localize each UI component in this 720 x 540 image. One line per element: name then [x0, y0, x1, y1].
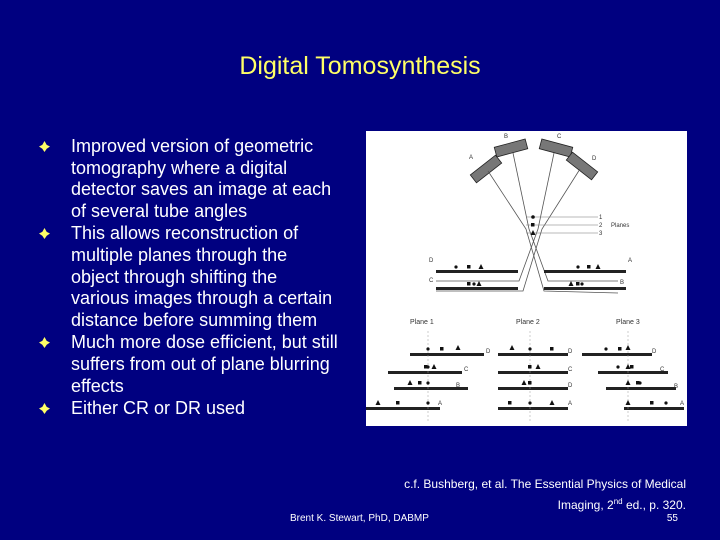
bullet-text: This allows reconstruction of multiple planes through the object through shifting the various images through a certain distance before summing them	[71, 223, 333, 330]
svg-text:D: D	[486, 349, 491, 355]
bullet-item	[38, 136, 338, 222]
bullet-item	[38, 398, 338, 420]
planes-label: Planes	[611, 223, 630, 229]
upper-detectors	[429, 258, 632, 290]
slide-title: Digital Tomosynthesis	[239, 52, 481, 80]
tube-label-c: C	[557, 134, 562, 140]
svg-text:C: C	[660, 367, 665, 373]
page-number: 55	[666, 513, 678, 524]
bullet-item	[38, 223, 338, 331]
bullet-list	[38, 136, 338, 421]
svg-text:A: A	[568, 401, 573, 407]
diamond-bullet-icon	[39, 337, 50, 348]
svg-text:D: D	[568, 383, 573, 389]
svg-text:A: A	[438, 401, 443, 407]
svg-text:2: 2	[599, 223, 603, 229]
svg-text:C: C	[464, 367, 469, 373]
tube-label-b: B	[504, 134, 509, 140]
svg-text:A: A	[628, 258, 633, 264]
tube-label-d: D	[592, 156, 597, 162]
bullet-text: Much more dose efficient, but still suffers from out of plane blurring effects	[71, 332, 338, 396]
diamond-bullet-icon	[39, 141, 50, 152]
svg-text:B: B	[674, 384, 679, 390]
citation	[366, 476, 686, 514]
plane-title-3: Plane 3	[616, 319, 640, 326]
x-ray-tube-icon	[470, 139, 597, 183]
svg-text:1: 1	[599, 215, 603, 221]
svg-text:C: C	[568, 367, 573, 373]
plane-title-1: Plane 1	[410, 319, 434, 326]
diamond-bullet-icon	[39, 403, 50, 414]
tube-label-a: A	[469, 155, 474, 161]
footer-author: Brent K. Stewart, PhD, DABMP	[290, 513, 429, 524]
plane-title-2: Plane 2	[516, 319, 540, 326]
svg-text:A: A	[680, 401, 685, 407]
diamond-bullet-icon	[39, 228, 50, 239]
svg-text:C: C	[429, 278, 434, 284]
plane-titles	[410, 319, 640, 326]
svg-text:D: D	[652, 349, 657, 355]
plane-lines	[526, 217, 598, 233]
reconstruction-rows	[366, 331, 684, 421]
citation-line-2: Imaging, 2nd ed., p. 320.	[557, 497, 686, 512]
svg-text:B: B	[456, 383, 461, 389]
bullet-text: Either CR or DR used	[71, 398, 246, 419]
svg-text:D: D	[568, 349, 573, 355]
svg-text:D: D	[429, 258, 434, 264]
citation-line-1: c.f. Bushberg, et al. The Essential Physics of Medical	[404, 477, 686, 491]
tomosynthesis-diagram	[366, 131, 687, 426]
bullet-text: Improved version of geometric tomography where a digital detector saves an image at each of several tube angles	[71, 136, 332, 221]
svg-text:3: 3	[599, 231, 603, 237]
tomosynthesis-diagram-svg	[366, 131, 687, 426]
plane-numbers	[599, 215, 629, 237]
svg-text:B: B	[620, 280, 625, 286]
bullet-item	[38, 332, 338, 397]
